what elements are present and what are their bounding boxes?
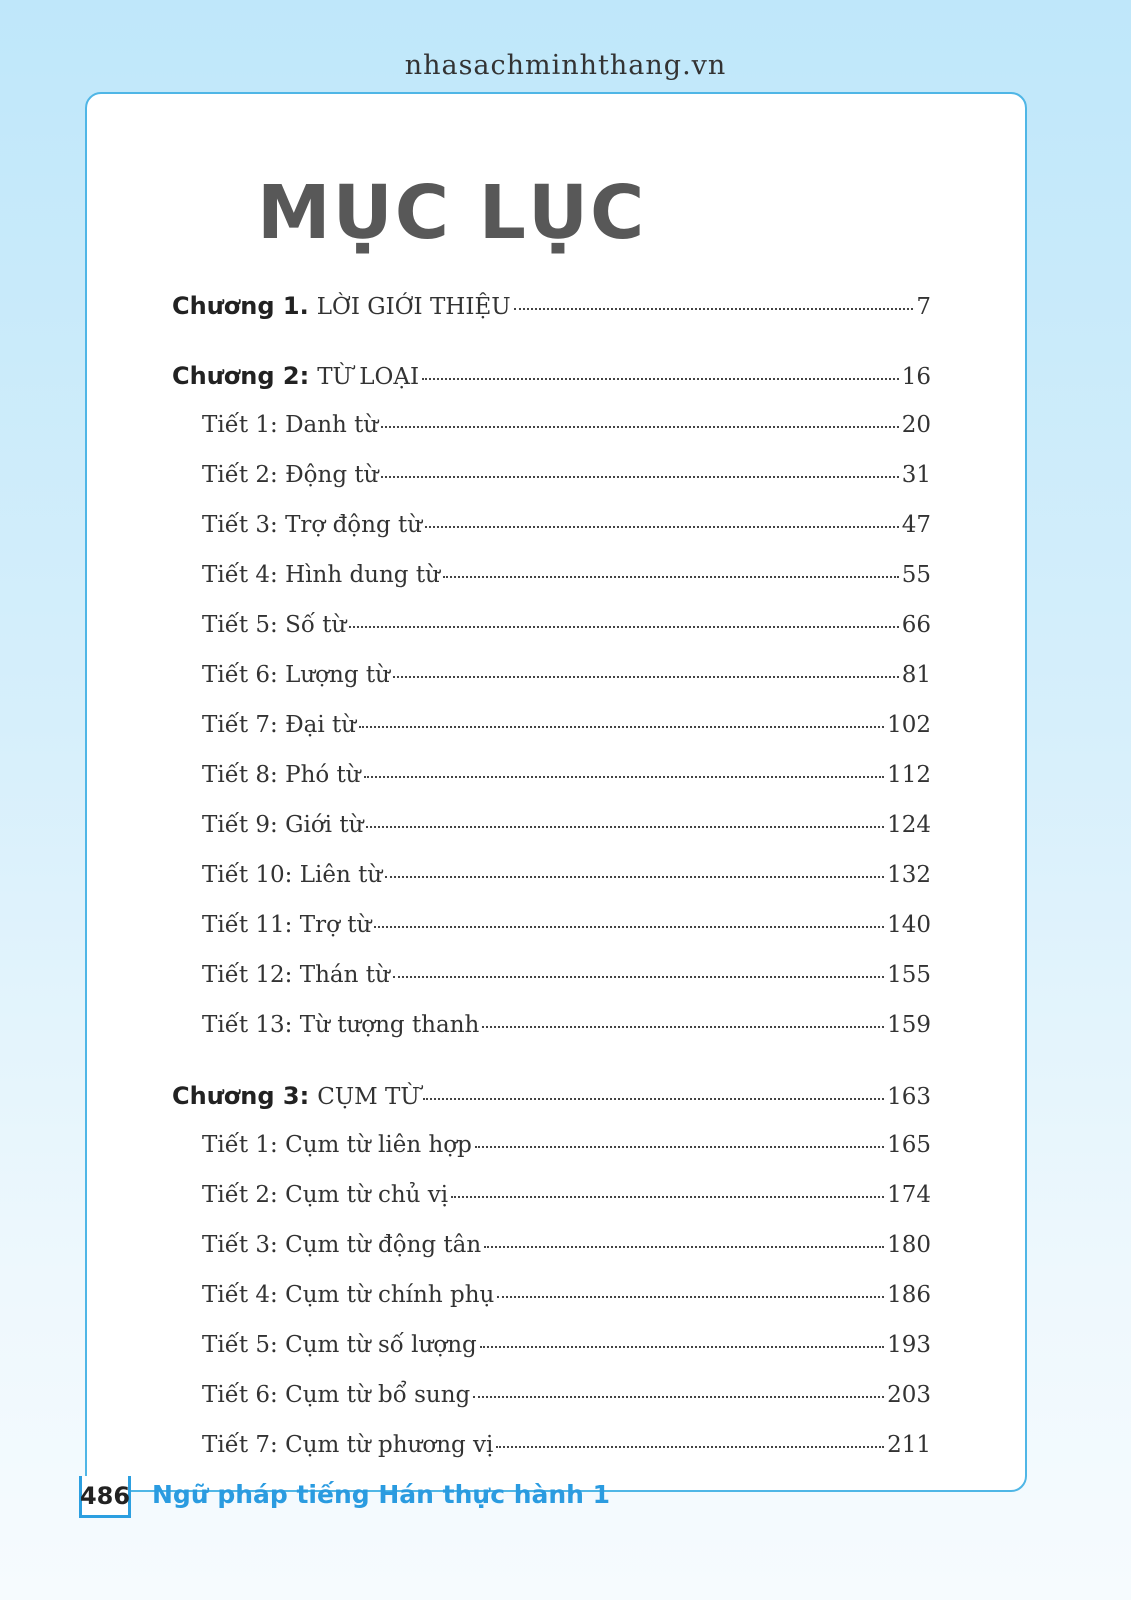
- chapter-label: Chương 2:: [172, 362, 310, 390]
- toc-page-number: 140: [887, 912, 931, 938]
- dot-leader: [359, 726, 884, 728]
- section-title: Tiết 13: Từ tượng thanh: [202, 1012, 480, 1038]
- toc-page-number: 180: [887, 1232, 931, 1258]
- chapter-title: LỜI GIỚI THIỆU: [316, 294, 511, 320]
- toc-page-number: 193: [887, 1332, 931, 1358]
- toc-page-number: 81: [901, 662, 931, 688]
- section-title: Tiết 2: Cụm từ chủ vị: [202, 1182, 449, 1208]
- section-title: Tiết 5: Cụm từ số lượng: [202, 1332, 477, 1358]
- toc-page-number: 186: [887, 1282, 931, 1308]
- dot-leader: [496, 1446, 884, 1448]
- dot-leader: [349, 626, 898, 628]
- toc-section: [202, 862, 931, 902]
- dot-leader: [451, 1196, 884, 1198]
- toc-page-number: 31: [901, 462, 931, 488]
- section-title: Tiết 5: Số từ: [202, 612, 347, 638]
- dot-leader: [480, 1346, 884, 1348]
- toc-section: [202, 1282, 931, 1322]
- dot-leader: [473, 1396, 884, 1398]
- toc-page-number: 7: [916, 294, 931, 320]
- toc-section: [202, 962, 931, 1002]
- dot-leader: [484, 1246, 884, 1248]
- book-title: Ngữ pháp tiếng Hán thực hành 1: [152, 1480, 611, 1509]
- toc-section: [202, 1132, 931, 1172]
- dot-leader: [425, 526, 899, 528]
- section-title: Tiết 9: Giới từ: [202, 812, 364, 838]
- section-title: Tiết 1: Cụm từ liên hợp: [202, 1132, 472, 1158]
- page-number: 486: [79, 1476, 131, 1518]
- toc-page-number: 165: [887, 1132, 931, 1158]
- section-title: Tiết 3: Cụm từ động tân: [202, 1232, 482, 1258]
- dot-leader: [366, 826, 884, 828]
- section-title: Tiết 12: Thán từ: [202, 962, 390, 988]
- section-title: Tiết 1: Danh từ: [202, 412, 379, 438]
- section-title: Tiết 6: Cụm từ bổ sung: [202, 1382, 471, 1408]
- dot-leader: [422, 378, 899, 380]
- toc-section: [202, 1382, 931, 1422]
- dot-leader: [482, 1026, 884, 1028]
- section-title: Tiết 6: Lượng từ: [202, 662, 390, 688]
- toc-page-number: 174: [887, 1182, 931, 1208]
- toc-page-number: 47: [901, 512, 931, 538]
- toc-page-number: 66: [901, 612, 931, 638]
- dot-leader: [374, 926, 884, 928]
- toc-chapter: [172, 292, 931, 332]
- toc-section: [202, 462, 931, 502]
- dot-leader: [443, 576, 899, 578]
- toc-section: [202, 712, 931, 752]
- toc-section: [202, 1182, 931, 1222]
- toc-section: [202, 1432, 931, 1472]
- section-title: Tiết 8: Phó từ: [202, 762, 361, 788]
- toc-section: [202, 1232, 931, 1272]
- toc-page-number: 112: [887, 762, 931, 788]
- section-title: Tiết 3: Trợ động từ: [202, 512, 423, 538]
- toc-page-number: 155: [887, 962, 931, 988]
- section-title: Tiết 7: Cụm từ phương vị: [202, 1432, 494, 1458]
- dot-leader: [364, 776, 884, 778]
- toc-section: [202, 662, 931, 702]
- dot-leader: [423, 1098, 884, 1100]
- page-title: MỤC LỤC: [257, 170, 647, 256]
- toc-chapter: [172, 1082, 931, 1122]
- toc-page-number: 163: [887, 1084, 931, 1110]
- dot-leader: [497, 1296, 884, 1298]
- toc-section: [202, 412, 931, 452]
- toc-section: [202, 1012, 931, 1052]
- chapter-label: Chương 1.: [172, 292, 309, 320]
- section-title: Tiết 4: Cụm từ chính phụ: [202, 1282, 495, 1308]
- toc-page-number: 211: [887, 1432, 931, 1458]
- toc-section: [202, 762, 931, 802]
- dot-leader: [475, 1146, 884, 1148]
- section-title: Tiết 2: Động từ: [202, 462, 379, 488]
- section-title: Tiết 4: Hình dung từ: [202, 562, 440, 588]
- toc-page-number: 203: [887, 1382, 931, 1408]
- toc-page-number: 55: [901, 562, 931, 588]
- toc-page-number: 20: [901, 412, 931, 438]
- site-header: nhasachminhthang.vn: [404, 50, 727, 81]
- toc-page-number: 124: [887, 812, 931, 838]
- dot-leader: [381, 476, 898, 478]
- dot-leader: [393, 676, 899, 678]
- section-title: Tiết 7: Đại từ: [202, 712, 357, 738]
- toc-section: [202, 512, 931, 552]
- toc-section: [202, 812, 931, 852]
- section-title: Tiết 11: Trợ từ: [202, 912, 372, 938]
- toc-section: [202, 912, 931, 952]
- dot-leader: [393, 976, 884, 978]
- section-title: Tiết 10: Liên từ: [202, 862, 383, 888]
- toc-page-number: 159: [887, 1012, 931, 1038]
- chapter-title: CỤM TỪ: [317, 1084, 420, 1110]
- toc-page-number: 132: [887, 862, 931, 888]
- toc-section: [202, 562, 931, 602]
- dot-leader: [514, 308, 914, 310]
- toc-chapter: [172, 362, 931, 402]
- dot-leader: [385, 876, 884, 878]
- chapter-label: Chương 3:: [172, 1082, 310, 1110]
- toc-section: [202, 612, 931, 652]
- toc-page-number: 102: [887, 712, 931, 738]
- chapter-title: TỪ LOẠI: [317, 364, 420, 390]
- toc-section: [202, 1332, 931, 1372]
- dot-leader: [381, 426, 898, 428]
- toc-page-number: 16: [901, 364, 931, 390]
